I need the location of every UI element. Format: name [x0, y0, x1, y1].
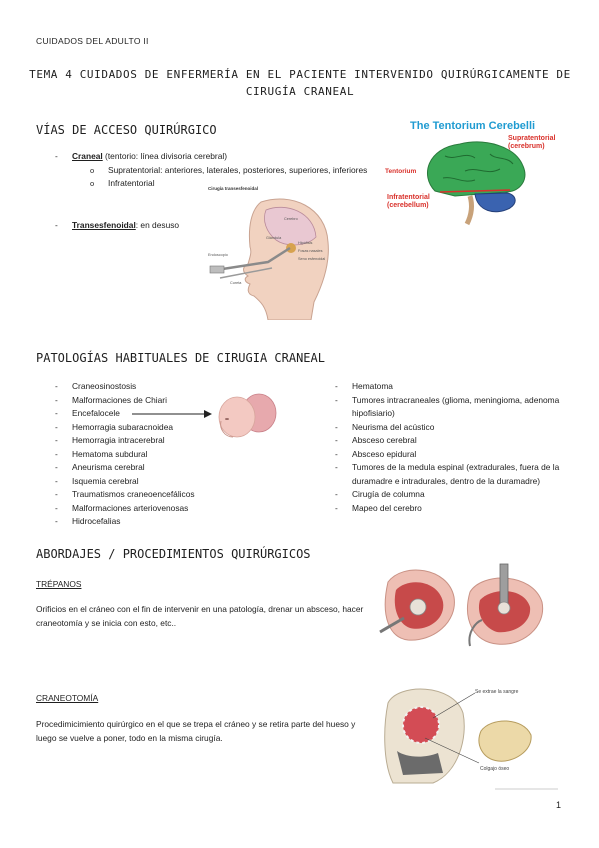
label-infratentorial: Infratentorial (cerebellum)	[387, 194, 430, 209]
patologia-right-item: - Tumores de la medula espinal (extradurales, fuera de la duramadre e intradurales, dentro de la duramadre)	[335, 461, 560, 488]
patologia-left-item: - Malformaciones arteriovenosas	[55, 502, 255, 516]
page-number: 1	[556, 800, 562, 810]
fig-label-hipofisis: Hipófisis	[298, 241, 313, 245]
trepanos-text: Orificios en el cráneo con el fin de intervenir en una patología, drenar un absceso, hacer craneotomía y se inicia con esto, etc..	[36, 604, 364, 628]
transesfenoidal-caption: Cirugía transesfenoidal	[208, 186, 259, 191]
craneotomia-figure	[383, 683, 558, 793]
title-line-1: TEMA 4 CUIDADOS DE ENFERMERÍA EN EL PACIENTE INTERVENIDO QUIRÚRGICAMENTE DE	[29, 68, 571, 81]
trepano-illustration-2	[462, 562, 547, 650]
course-header: CUIDADOS DEL ADULTO II	[36, 36, 149, 46]
patologia-right-item: - Mapeo del cerebro	[335, 502, 560, 516]
patologia-left-item: - Isquemia cerebral	[55, 475, 255, 489]
label-supratentorial: Supratentorial (cerebrum)	[508, 135, 556, 150]
term-craneal: Craneal	[72, 151, 103, 161]
patologia-left-item: - Hidrocefalias	[55, 515, 255, 529]
encefalocele-baby-illustration	[215, 385, 277, 445]
title-line-2: CIRUGÍA CRANEAL	[245, 85, 355, 98]
trepano-illustration-1	[378, 562, 458, 647]
fig-label-extrae-sangre: Se extrae la sangre	[475, 689, 519, 695]
patologia-left-item: - Hematoma subdural	[55, 448, 255, 462]
patologia-left-item: - Aneurisma cerebral	[55, 461, 255, 475]
vias-list	[55, 150, 385, 191]
patologia-left-item: - Hemorragia intracerebral	[55, 434, 255, 448]
craneotomia-illustration	[383, 683, 558, 793]
patologia-left-item: - Traumatismos craneoencefálicos	[55, 488, 255, 502]
patologia-left-item: - Hemorragia subaracnoidea	[55, 421, 255, 435]
fig-label-cureta: Cureta	[230, 281, 242, 285]
patologias-right-items	[335, 380, 560, 515]
patologia-right-item: - Cirugía de columna	[335, 488, 560, 502]
section-heading-vias: VÍAS DE ACCESO QUIRÚRGICO	[36, 123, 217, 137]
patologia-right-item: - Hematoma	[335, 380, 560, 394]
patologia-right-item: - Neurisma del acústico	[335, 421, 560, 435]
trepanos-title: TRÉPANOS	[36, 579, 82, 589]
trans-note: : en desuso	[135, 220, 180, 230]
head-profile-illustration	[206, 192, 346, 320]
patologia-right-item: - Absceso cerebral	[335, 434, 560, 448]
fig-label-colgajo-oseo: Colgajo óseo	[480, 766, 510, 772]
fig-label-cerebro: Cerebro	[284, 217, 298, 221]
patologia-left-item: - Craneosinostosis	[55, 380, 255, 394]
tentorium-figure	[385, 118, 565, 228]
patologia-left-item: - Malformaciones de Chiari	[55, 394, 255, 408]
craneotomia-text: Procedimicimiento quirúrgico en el que se trepa el cráneo y se retira parte del hueso y luego se vuelve a poner, todo en la misma cirugía.	[36, 719, 356, 743]
fig-label-endoscopio: Endoscopio	[208, 253, 228, 257]
fig-label-seno-esfenoidal: Seno esfenoidal	[298, 257, 326, 261]
page-title	[20, 66, 580, 100]
fig-label-fosas-nasales: Fosas nasales	[298, 249, 323, 253]
sub-item-infratentorial: o Infratentorial	[90, 177, 385, 191]
patologia-right-item: - Tumores intracraneales (glioma, meningioma, adenoma hipofisiario)	[335, 394, 560, 421]
arrow-icon	[132, 409, 212, 419]
craneal-note: (tentorio: línea divisoria cerebral)	[102, 151, 228, 161]
sub-item-supratentorial: o Supratentorial: anteriores, laterales, posteriores, superiores, inferiores	[90, 164, 385, 178]
tentorium-figure-title: The Tentorium Cerebelli	[410, 120, 536, 132]
patologia-left-item: - Encefalocele	[55, 407, 255, 421]
craneotomia-title: CRANEOTOMÍA	[36, 693, 99, 703]
transesfenoidal-figure	[206, 186, 346, 321]
section-heading-patologias: PATOLOGÍAS HABITUALES DE CIRUGIA CRANEAL	[36, 351, 325, 365]
fig-label-glandula: Glándula	[266, 236, 282, 240]
list-item-craneal	[55, 150, 385, 191]
patologias-right-list	[335, 380, 560, 515]
term-transesfenoidal: Transesfenoidal	[72, 220, 136, 230]
label-tentorium: Tentorium	[385, 168, 417, 175]
patologia-right-item: - Absceso epidural	[335, 448, 560, 462]
section-heading-abordajes: ABORDAJES / PROCEDIMIENTOS QUIRÚRGICOS	[36, 547, 311, 561]
